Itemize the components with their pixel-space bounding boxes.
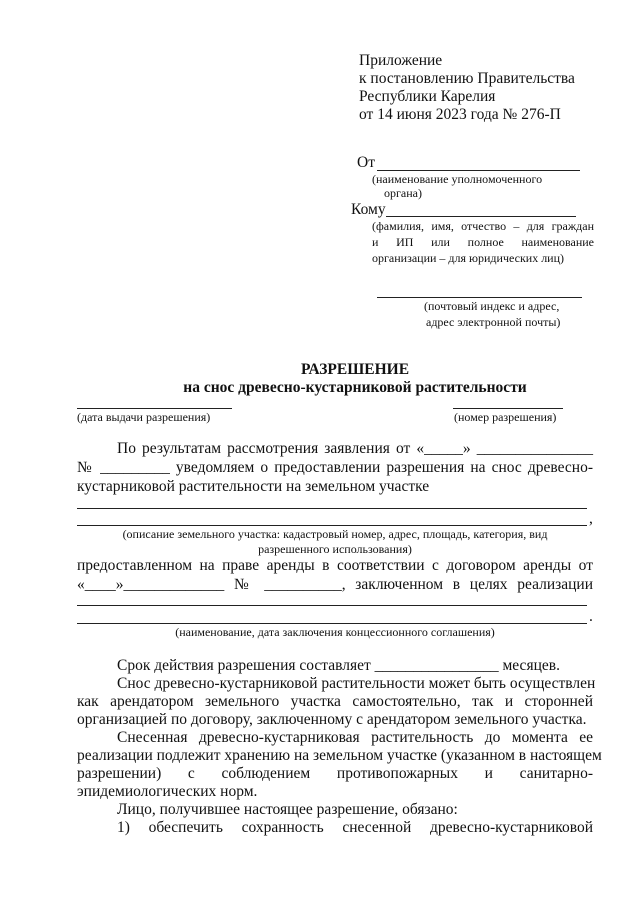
body-p3-line-3: разрешении) с соблюдением противопожарных и санитарно- xyxy=(77,765,593,782)
lease-line-1: предоставленном на праве аренды в соответствии с договором аренды от xyxy=(77,557,593,574)
postal-hint-1: (почтовый индекс и адрес, xyxy=(424,299,560,313)
appendix-line-3: Республики Карелия xyxy=(359,88,496,105)
body-p2-line-2: как арендатором земельного участка самостоятельно, так и сторонней xyxy=(77,693,593,710)
body-p2-line-3: организацией по договору, заключенному с арендатором земельного участка. xyxy=(77,711,587,728)
body-p2-line-1: Снос древесно-кустарниковой растительности может быть осуществлен xyxy=(117,675,596,692)
body-p3-line-4: эпидемиологических норм. xyxy=(77,783,258,800)
to-hint-2: и ИП или полное наименование xyxy=(372,235,594,249)
to-hint-3: организации – для юридических лиц) xyxy=(372,251,565,265)
body-p1-line-2: № _________ уведомляем о предоставлении разрешения на снос древесно- xyxy=(77,459,593,476)
to-hint-1: (фамилия, имя, отчество – для граждан xyxy=(372,219,594,233)
body-item-1-line: 1) обеспечить сохранность снесенной древесно-кустарниковой xyxy=(117,819,593,836)
lease-line-2: «____»_____________ № __________, заключенном в целях реализации xyxy=(77,576,593,593)
date-hint: (дата выдачи разрешения) xyxy=(77,410,211,424)
document-subtitle: на снос древесно-кустарниковой растительности xyxy=(183,379,527,396)
concession-line-period: . xyxy=(589,608,593,625)
plot-line-comma: , xyxy=(589,510,593,527)
date-field-line xyxy=(77,408,232,409)
appendix-line-4: от 14 июня 2023 года № 276-П xyxy=(359,106,561,123)
plot-field-line-2 xyxy=(77,525,587,526)
appendix-line-1: Приложение xyxy=(359,52,443,69)
postal-hint-2: адрес электронной почты) xyxy=(426,315,561,329)
concession-field-line-2 xyxy=(77,623,587,624)
to-label: Кому xyxy=(351,201,386,218)
body-p3-line-2: реализации подлежит хранению на земельном участке (указанном в настоящем xyxy=(77,747,602,764)
from-field-line xyxy=(377,170,580,171)
term-line: Срок действия разрешения составляет ________________ месяцев. xyxy=(117,657,560,674)
appendix-line-2: к постановлению Правительства xyxy=(359,70,575,87)
number-hint: (номер разрешения) xyxy=(454,410,557,424)
from-hint-1: (наименование уполномоченного xyxy=(372,172,543,186)
plot-field-line-1 xyxy=(77,508,587,509)
to-field-line xyxy=(386,216,576,217)
from-hint-2: органа) xyxy=(384,186,422,200)
body-p4-line: Лицо, получившее настоящее разрешение, обязано: xyxy=(117,801,458,818)
postal-field-line xyxy=(377,297,582,298)
body-p1-line-3: кустарниковой растительности на земельном участке xyxy=(77,478,430,495)
plot-hint-2: разрешенного использования) xyxy=(258,542,412,556)
concession-field-line-1 xyxy=(77,605,587,606)
number-field-line xyxy=(453,408,563,409)
from-label: От xyxy=(357,154,375,171)
body-p1-line-1: По результатам рассмотрения заявления от «_____» _______________ xyxy=(117,440,593,457)
concession-hint: (наименование, дата заключения концессионного соглашения) xyxy=(175,625,495,639)
plot-hint-1: (описание земельного участка: кадастровый номер, адрес, площадь, категория, вид xyxy=(122,527,548,541)
body-p3-line-1: Снесенная древесно-кустарниковая растительность до момента ее xyxy=(117,729,593,746)
document-title: РАЗРЕШЕНИЕ xyxy=(300,361,410,378)
